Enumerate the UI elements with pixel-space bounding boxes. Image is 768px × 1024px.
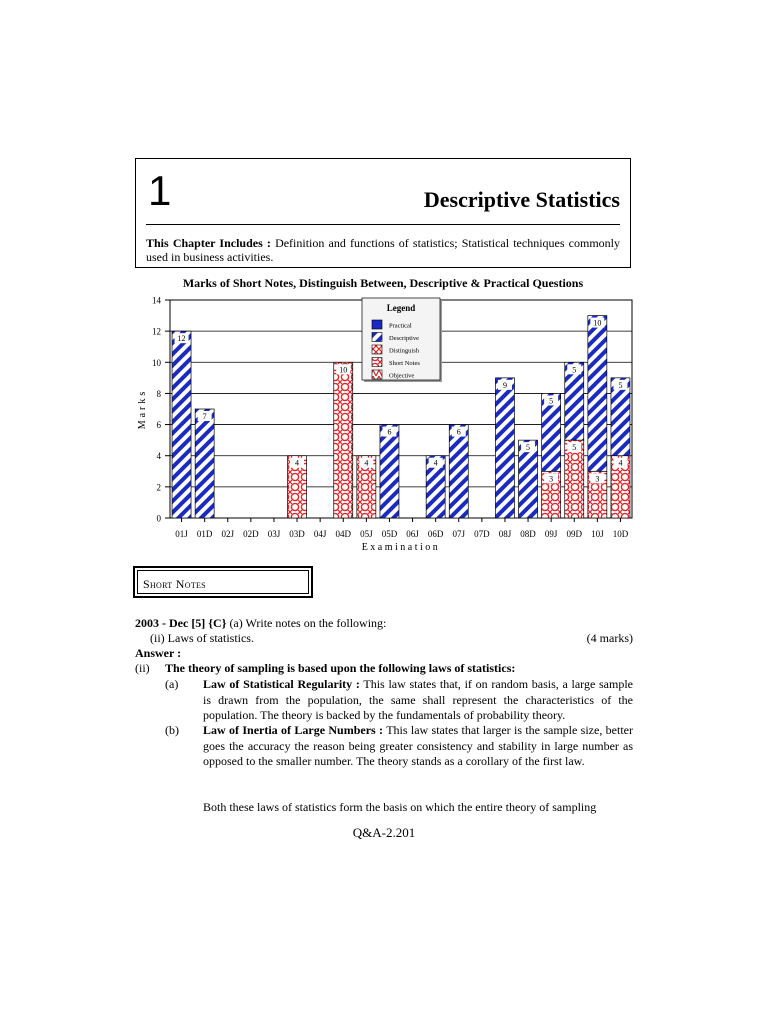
y-tick-label: 0 — [156, 513, 161, 524]
legend-swatch — [372, 370, 382, 379]
legend-swatch — [372, 333, 382, 342]
y-tick-label: 12 — [152, 326, 161, 337]
data-label: 3 — [595, 474, 600, 484]
data-label: 4 — [364, 458, 369, 468]
page-number: Q&A-2.201 — [352, 825, 416, 840]
x-tick-label: 01J — [175, 529, 188, 539]
item-a-text: This law states that, if on random basis, a large sample is drawn from the population, the same shall represent the characteristics of the population. The theory is backed by the fundamentals of probability theory. — [203, 677, 633, 722]
short-notes-heading: Short Notes — [143, 577, 206, 591]
x-tick-label: 10J — [591, 529, 604, 539]
y-tick-label: 6 — [156, 420, 161, 431]
closing-text: Both these laws of statistics form the basis on which the entire theory of sampling — [203, 800, 597, 814]
sub-question: (ii) Laws of statistics. — [150, 631, 254, 645]
short-notes-heading-box — [133, 566, 313, 598]
data-label: 4 — [433, 458, 438, 468]
y-axis-label: Marks — [137, 388, 148, 430]
bar-descriptive-08j — [495, 378, 514, 518]
x-tick-label: 09D — [566, 529, 582, 539]
bar-descriptive-10j — [588, 316, 607, 472]
bar-descriptive-07j — [449, 425, 468, 518]
item-a — [203, 677, 633, 724]
x-tick-label: 07D — [474, 529, 490, 539]
data-label: 9 — [502, 380, 507, 390]
x-tick-label: 05D — [381, 529, 398, 539]
marks-bar-chart — [130, 292, 640, 557]
bar-descriptive-01d — [195, 409, 214, 518]
includes-label: This Chapter Includes : — [146, 236, 271, 250]
chapter-includes — [146, 236, 620, 264]
item-b-title: Law of Inertia of Large Numbers : — [203, 723, 384, 737]
header-divider — [146, 224, 620, 225]
data-label: 4 — [618, 458, 623, 468]
question-marks: (4 marks) — [586, 631, 633, 645]
question-text: (a) Write notes on the following: — [229, 616, 387, 630]
includes-text: Definition and functions of statistics; Statistical techniques commonly used in business activities. — [146, 236, 621, 264]
x-tick-label: 04D — [335, 529, 351, 539]
data-label: 10 — [593, 318, 602, 328]
chart-title: Marks of Short Notes, Distinguish Between, Descriptive & Practical Questions — [182, 276, 584, 290]
y-tick-label: 10 — [152, 357, 161, 368]
item-b — [203, 723, 633, 770]
x-tick-label: 03J — [267, 529, 281, 539]
x-tick-label: 08J — [498, 529, 512, 539]
legend-entry: Practical — [389, 322, 412, 330]
x-tick-label: 03D — [289, 529, 305, 539]
data-label: 5 — [618, 380, 623, 390]
chart-legend — [362, 298, 442, 382]
chapter-title: Descriptive Statistics — [423, 187, 620, 212]
legend-title: Legend — [386, 303, 416, 313]
data-label: 6 — [456, 427, 461, 437]
legend-entry: Objective — [389, 372, 415, 380]
bar-descriptive-05d — [380, 425, 399, 518]
x-axis-label: Examination — [361, 542, 441, 553]
legend-swatch — [372, 320, 382, 329]
y-tick-label: 8 — [156, 388, 161, 399]
x-tick-label: 05J — [360, 529, 373, 539]
legend-entry: Descriptive — [389, 335, 419, 342]
legend-entry: Short Notes — [389, 360, 420, 367]
x-tick-label: 06J — [406, 529, 419, 539]
legend-swatch — [372, 345, 382, 354]
legend-swatch — [372, 358, 382, 367]
x-tick-label: 06D — [427, 529, 444, 539]
answer-number: (ii) — [135, 661, 150, 675]
chapter-header-box — [135, 158, 631, 268]
data-label: 5 — [572, 365, 577, 375]
data-label: 4 — [295, 458, 300, 468]
bar-short-notes-04d — [334, 362, 353, 518]
question-line — [135, 616, 631, 632]
data-label: 5 — [572, 443, 577, 453]
x-tick-label: 07J — [452, 529, 466, 539]
question-ref: 2003 - Dec [5] {C} — [135, 616, 227, 630]
data-label: 10 — [339, 365, 348, 375]
y-tick-label: 2 — [156, 482, 161, 493]
data-label: 3 — [549, 474, 554, 484]
bar-descriptive-01j — [172, 331, 191, 518]
answer-heading: The theory of sampling is based upon the following laws of statistics: — [165, 661, 516, 675]
y-tick-label: 14 — [152, 295, 161, 306]
answer-label: Answer : — [135, 646, 182, 660]
legend-entry: Distinguish — [389, 347, 419, 355]
x-tick-label: 10D — [612, 529, 629, 539]
x-tick-label: 09J — [544, 529, 558, 539]
x-tick-label: 02J — [221, 529, 235, 539]
chapter-number: 1 — [148, 167, 172, 214]
data-label: 7 — [202, 412, 207, 421]
x-tick-label: 01D — [196, 529, 213, 539]
x-tick-label: 04J — [313, 529, 327, 539]
data-label: 12 — [177, 334, 186, 344]
item-b-label: (b) — [165, 723, 179, 737]
data-label: 6 — [387, 427, 392, 437]
data-label: 5 — [549, 396, 554, 406]
data-label: 5 — [526, 443, 531, 453]
y-tick-label: 4 — [156, 451, 161, 462]
x-tick-label: 02D — [243, 529, 259, 539]
item-b-text: This law states that larger is the sample size, better goes the accuracy the reason being greater consistency and stability in large number as opposed to the smaller number. The theory stands as a corollary of the first law. — [203, 723, 633, 768]
item-a-label: (a) — [165, 677, 179, 691]
item-a-title: Law of Statistical Regularity : — [203, 677, 360, 691]
x-tick-label: 08D — [520, 529, 536, 539]
